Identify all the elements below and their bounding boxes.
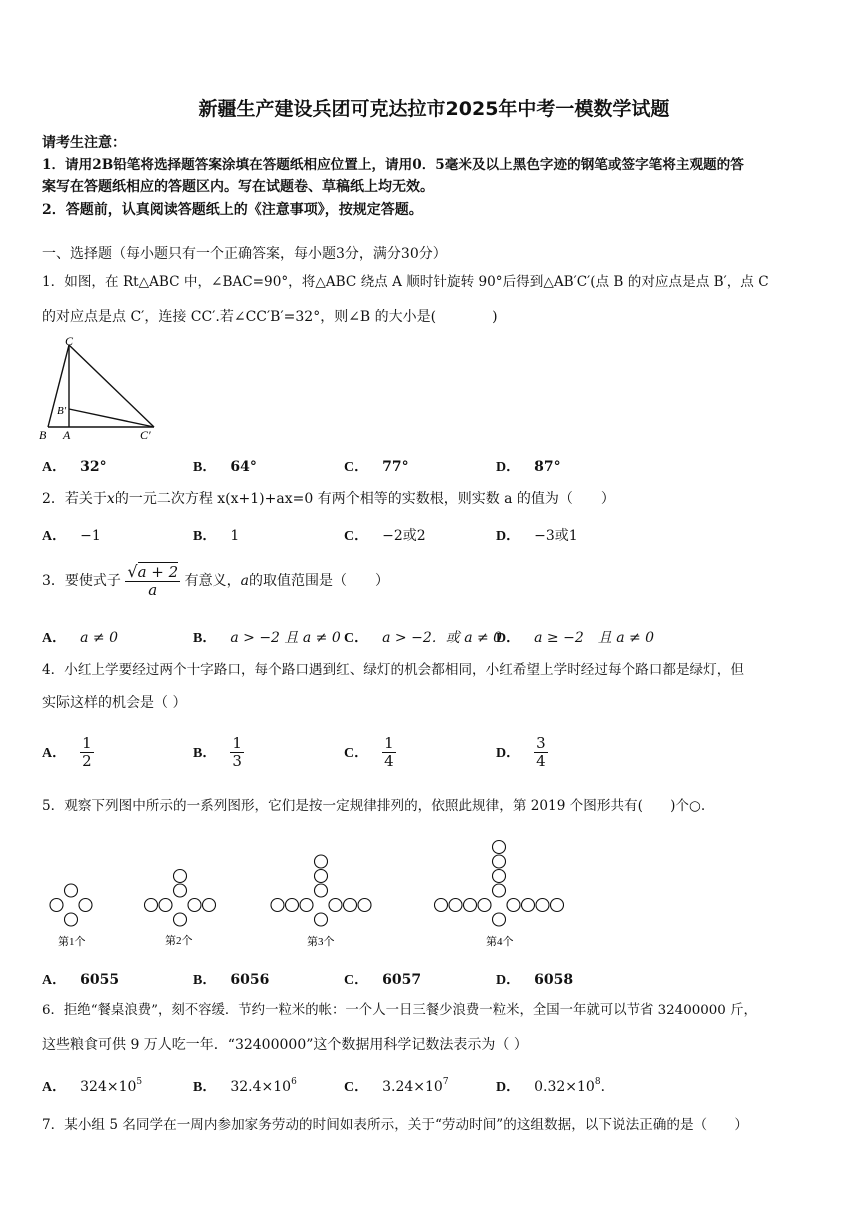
q2-stem: 2．若关于x的一元二次方程 x(x+1)+ax=0 有两个相等的实数根，则实数 a 的值为（ ） [42, 491, 615, 507]
q5-circle-pattern-figure [40, 826, 580, 954]
page-title: 新疆生产建设兵团可克达拉市2025年中考一模数学试题 [198, 98, 670, 120]
q1-line-2: 的对应点是点 C′，连接 CC′.若∠CC′B′=32°，则∠B 的大小是( ) [42, 309, 498, 325]
q4-option-b[interactable]: B． $\frac{1}{3}$ [193, 734, 242, 770]
pattern-circle [493, 855, 506, 868]
q1-option-d[interactable]: D． 87° [496, 459, 561, 475]
q6-line-2: 这些粮食可供 9 万人吃一年．“32400000”这个数据用科学记数法表示为（ ） [42, 1037, 528, 1053]
q6-option-c[interactable]: C． $3.24\times 10^7$ [344, 1077, 449, 1095]
pattern-circle [315, 884, 328, 897]
label-B: B [39, 428, 47, 442]
pattern-circle [435, 899, 448, 912]
pattern-circle [50, 899, 63, 912]
q2-option-b[interactable]: B． 1 [193, 528, 240, 544]
pattern-circle [551, 899, 564, 912]
caption-3: 第3个 [307, 936, 335, 948]
pattern-circle [315, 870, 328, 883]
q4-line-2: 实际这样的机会是（ ） [42, 695, 187, 711]
q3-option-a[interactable]: A． a ≠ 0 [42, 630, 119, 646]
q3-stem: 3．要使式子 $\frac{√a + 2}{a}$ 有意义，a的取值范围是（ ） [42, 562, 389, 599]
q1-option-b[interactable]: B． 64° [193, 459, 257, 475]
q1-triangle-figure [36, 334, 166, 444]
caption-2: 第2个 [165, 935, 193, 947]
notice-line-3: 2．答题前，认真阅读答题纸上的《注意事项》，按规定答题。 [42, 202, 423, 218]
section-heading: 一、选择题（每小题只有一个正确答案，每小题3分，满分30分） [42, 246, 447, 262]
pattern-circle [358, 899, 371, 912]
q5-line-1: 5．观察下列图中所示的一系列图形，它们是按一定规律排列的，依照此规律，第 2019 个图形共有( )个○. [42, 798, 706, 814]
pattern-circle [493, 841, 506, 854]
pattern-circle [449, 899, 462, 912]
q5-option-d[interactable]: D． 6058 [496, 972, 574, 988]
q1-line-1: 1．如图，在 Rt△ABC 中，∠BAC=90°，将△ABC 绕点 A 顺时针旋转 90°后得到△AB′C′(点 B 的对应点是点 B′，点 C [42, 274, 769, 290]
label-A: A [63, 428, 71, 442]
q7-line-1: 7．某小组 5 名同学在一周内参加家务劳动的时间如表所示，关于“劳动时间”的这组数据，以下说法正确的是（ ） [42, 1117, 748, 1133]
label-C: C [65, 334, 74, 348]
notice-line-2: 案写在答题纸相应的答题区内。写在试题卷、草稿纸上均无效。 [42, 179, 434, 195]
pattern-circle [344, 899, 357, 912]
q6-line-1: 6．拒绝“餐桌浪费”，刻不容缓．节约一粒米的帐：一个人一日三餐少浪费一粒米，全国一年就可以节省 32400000 斤， [42, 1003, 757, 1018]
pattern-circle [271, 899, 284, 912]
q4-option-a[interactable]: A． $\frac{1}{2}$ [42, 734, 92, 770]
notice-line-1: 1．请用2B铅笔将选择题答案涂填在答题纸相应位置上，请用0．5毫米及以上黑色字迹的钢笔或签字笔将主观题的答 [42, 157, 744, 173]
q3-option-d[interactable]: D． a ≥ −2 且 a ≠ 0 [496, 630, 655, 646]
q5-option-a[interactable]: A． 6055 [42, 972, 120, 988]
pattern-circle [329, 899, 342, 912]
q4-line-1: 4．小红上学要经过两个十字路口，每个路口遇到红、绿灯的机会都相同，小红希望上学时经过每个路口都是绿灯，但 [42, 662, 744, 678]
pattern-circle [493, 913, 506, 926]
q5-option-b[interactable]: B． 6056 [193, 972, 270, 988]
pattern-circle [315, 855, 328, 868]
q2-option-a[interactable]: A． −1 [42, 528, 101, 544]
q3-fraction: $\frac{√a + 2}{a}$ [127, 562, 179, 599]
pattern-circle [188, 899, 201, 912]
q5-option-c[interactable]: C． 6057 [344, 972, 422, 988]
pattern-circle [315, 913, 328, 926]
pattern-circle [464, 899, 477, 912]
q1-option-a[interactable]: A． 32° [42, 459, 107, 475]
caption-4: 第4个 [486, 936, 514, 948]
pattern-circle [79, 899, 92, 912]
q4-option-d[interactable]: D． $\frac{3}{4}$ [496, 734, 546, 770]
pattern-circle [65, 913, 78, 926]
q6-option-b[interactable]: B． $32.4\times 10^6$ [193, 1077, 297, 1095]
pattern-circle [507, 899, 520, 912]
pattern-circle [536, 899, 549, 912]
label-B-prime: B′ [57, 405, 67, 417]
q3-option-c[interactable]: C． a > −2．或 a ≠ 0 [344, 630, 503, 646]
pattern-circle [174, 913, 187, 926]
pattern-circle [203, 899, 216, 912]
q6-option-a[interactable]: A． $324\times 10^5$ [42, 1077, 143, 1095]
pattern-circle [174, 870, 187, 883]
pattern-circle [478, 899, 491, 912]
label-C-prime: C′ [140, 428, 151, 442]
pattern-circle [65, 884, 78, 897]
pattern-circle [286, 899, 299, 912]
q4-option-c[interactable]: C． $\frac{1}{4}$ [344, 734, 394, 770]
pattern-circle [300, 899, 313, 912]
caption-1: 第1个 [58, 936, 86, 948]
q2-option-c[interactable]: C． −2或2 [344, 528, 426, 544]
q2-option-d[interactable]: D． −3或1 [496, 528, 578, 544]
pattern-circle [174, 884, 187, 897]
q6-option-d[interactable]: D． $0.32\times 10^8$． [496, 1077, 615, 1095]
notice-heading: 请考生注意： [42, 135, 126, 151]
pattern-circle [493, 870, 506, 883]
pattern-circle [145, 899, 158, 912]
pattern-circle [493, 884, 506, 897]
q1-option-c[interactable]: C． 77° [344, 459, 409, 475]
pattern-circle [522, 899, 535, 912]
pattern-circle [159, 899, 172, 912]
q3-option-b[interactable]: B． a > −2 且 a ≠ 0 [193, 630, 341, 646]
